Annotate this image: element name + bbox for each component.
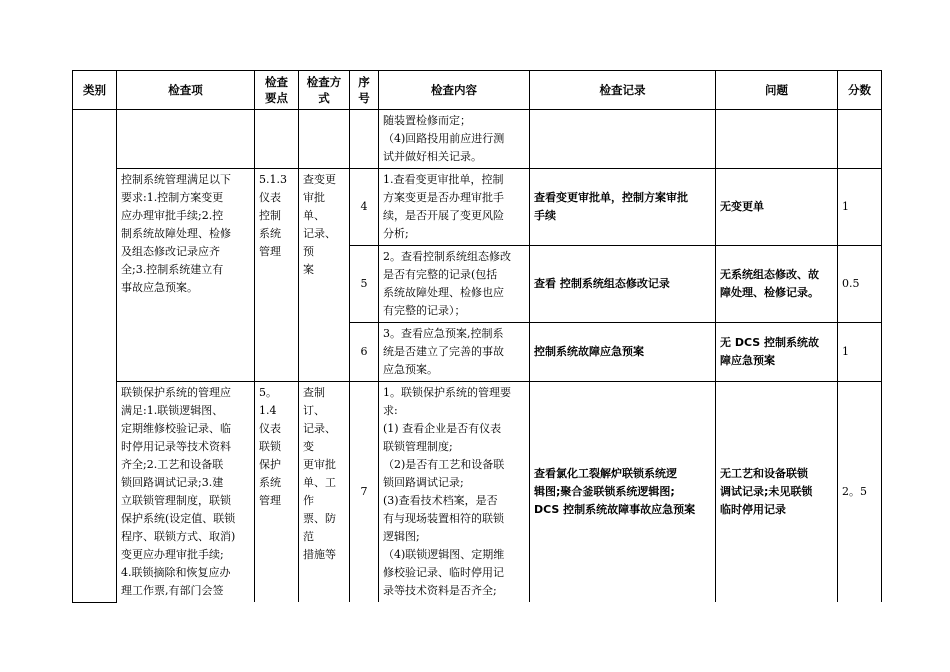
seq-cell: 4 — [350, 169, 379, 246]
issue-cell: 无系统组态修改、故 障处理、检修记录。 — [716, 246, 838, 323]
score-cell: 1 — [838, 323, 882, 382]
record-cell: 控制系统故障应急预案 — [530, 323, 716, 382]
check-method-cell: 查变更 审批单、 记录、预 案 — [299, 169, 350, 382]
score-cell: 0.5 — [838, 246, 882, 323]
issue-cell — [716, 110, 838, 169]
header-check-content: 检查内容 — [379, 71, 530, 110]
check-item-cell: 控制系统管理满足以下 要求:1.控制方案变更 应办理审批手续;2.控 制系统故障处理、检修 及组态修改记录应齐 全;3.控制系统建立有 事故应急预案。 — [117, 169, 255, 382]
header-row — [73, 71, 882, 110]
content-cell: 1。联锁保护系统的管理要 求: (1) 查看企业是否有仪表 联锁管理制度; （2)是否有工艺和设备联 锁回路调试记录; (3)查看技术档案，是否 有与现场装置相符的联锁 逻辑图; （4)联锁逻辑图、定期维 修校验记录、临时停用记 录等技术资料是否齐全; — [379, 382, 530, 603]
header-category: 类别 — [73, 71, 117, 110]
score-cell: 2。5 — [838, 382, 882, 603]
seq-cell: 7 — [350, 382, 379, 603]
header-check-item: 检查项 — [117, 71, 255, 110]
check-point-cell: 5。1.4 仪表 联锁 保护 系统 管理 — [255, 382, 299, 603]
seq-cell: 5 — [350, 246, 379, 323]
score-cell — [838, 110, 882, 169]
record-cell: 查看 控制系统组态修改记录 — [530, 246, 716, 323]
table-row — [73, 169, 882, 246]
score-cell: 1 — [838, 169, 882, 246]
header-seq: 序 号 — [350, 71, 379, 110]
inspection-table — [72, 70, 882, 603]
check-item-cell — [117, 110, 255, 169]
check-point-cell — [255, 110, 299, 169]
content-cell: 3。查看应急预案,控制系 统是否建立了完善的事故 应急预案。 — [379, 323, 530, 382]
table-row — [73, 110, 882, 169]
content-cell: 2。查看控制系统组态修改 是否有完整的记录(包括 系统故障处理、检修也应 有完整的记录）； — [379, 246, 530, 323]
record-cell — [530, 110, 716, 169]
content-cell: 1.查看变更审批单，控制 方案变更是否办理审批手 续，是否开展了变更风险 分析; — [379, 169, 530, 246]
record-cell: 查看氯化工裂解炉联锁系统逻 辑图;聚合釜联锁系统逻辑图; DCS 控制系统故障事故应急预案 — [530, 382, 716, 603]
check-point-cell: 5.1.3 仪表 控制 系统 管理 — [255, 169, 299, 382]
header-check-point: 检查 要点 — [255, 71, 299, 110]
record-cell: 查看变更审批单，控制方案审批 手续 — [530, 169, 716, 246]
table-row — [73, 382, 882, 603]
check-item-cell: 联锁保护系统的管理应 满足:1.联锁逻辑图、 定期维修校验记录、临 时停用记录等技术资料 齐全;2.工艺和设备联 锁回路调试记录;3.建 立联锁管理制度，联锁 保护系统(设定值、联锁 程序、联锁方式、取消) 变更应办理审批手续; 4.联锁摘除和恢复应办 理工作票,有部门会签 — [117, 382, 255, 603]
issue-cell: 无变更单 — [716, 169, 838, 246]
content-cell: 随装置检修而定； （4)回路投用前应进行测 试并做好相关记录。 — [379, 110, 530, 169]
seq-cell — [350, 110, 379, 169]
header-check-record: 检查记录 — [530, 71, 716, 110]
header-check-method: 检查方 式 — [299, 71, 350, 110]
issue-cell: 无工艺和设备联锁 调试记录;未见联锁 临时停用记录 — [716, 382, 838, 603]
seq-cell: 6 — [350, 323, 379, 382]
check-method-cell: 查制订、 记录、变 更审批 单、工作 票、防范 措施等 — [299, 382, 350, 603]
header-issue: 问题 — [716, 71, 838, 110]
header-score: 分数 — [838, 71, 882, 110]
issue-cell: 无 DCS 控制系统故 障应急预案 — [716, 323, 838, 382]
category-cell — [73, 110, 117, 603]
check-method-cell — [299, 110, 350, 169]
